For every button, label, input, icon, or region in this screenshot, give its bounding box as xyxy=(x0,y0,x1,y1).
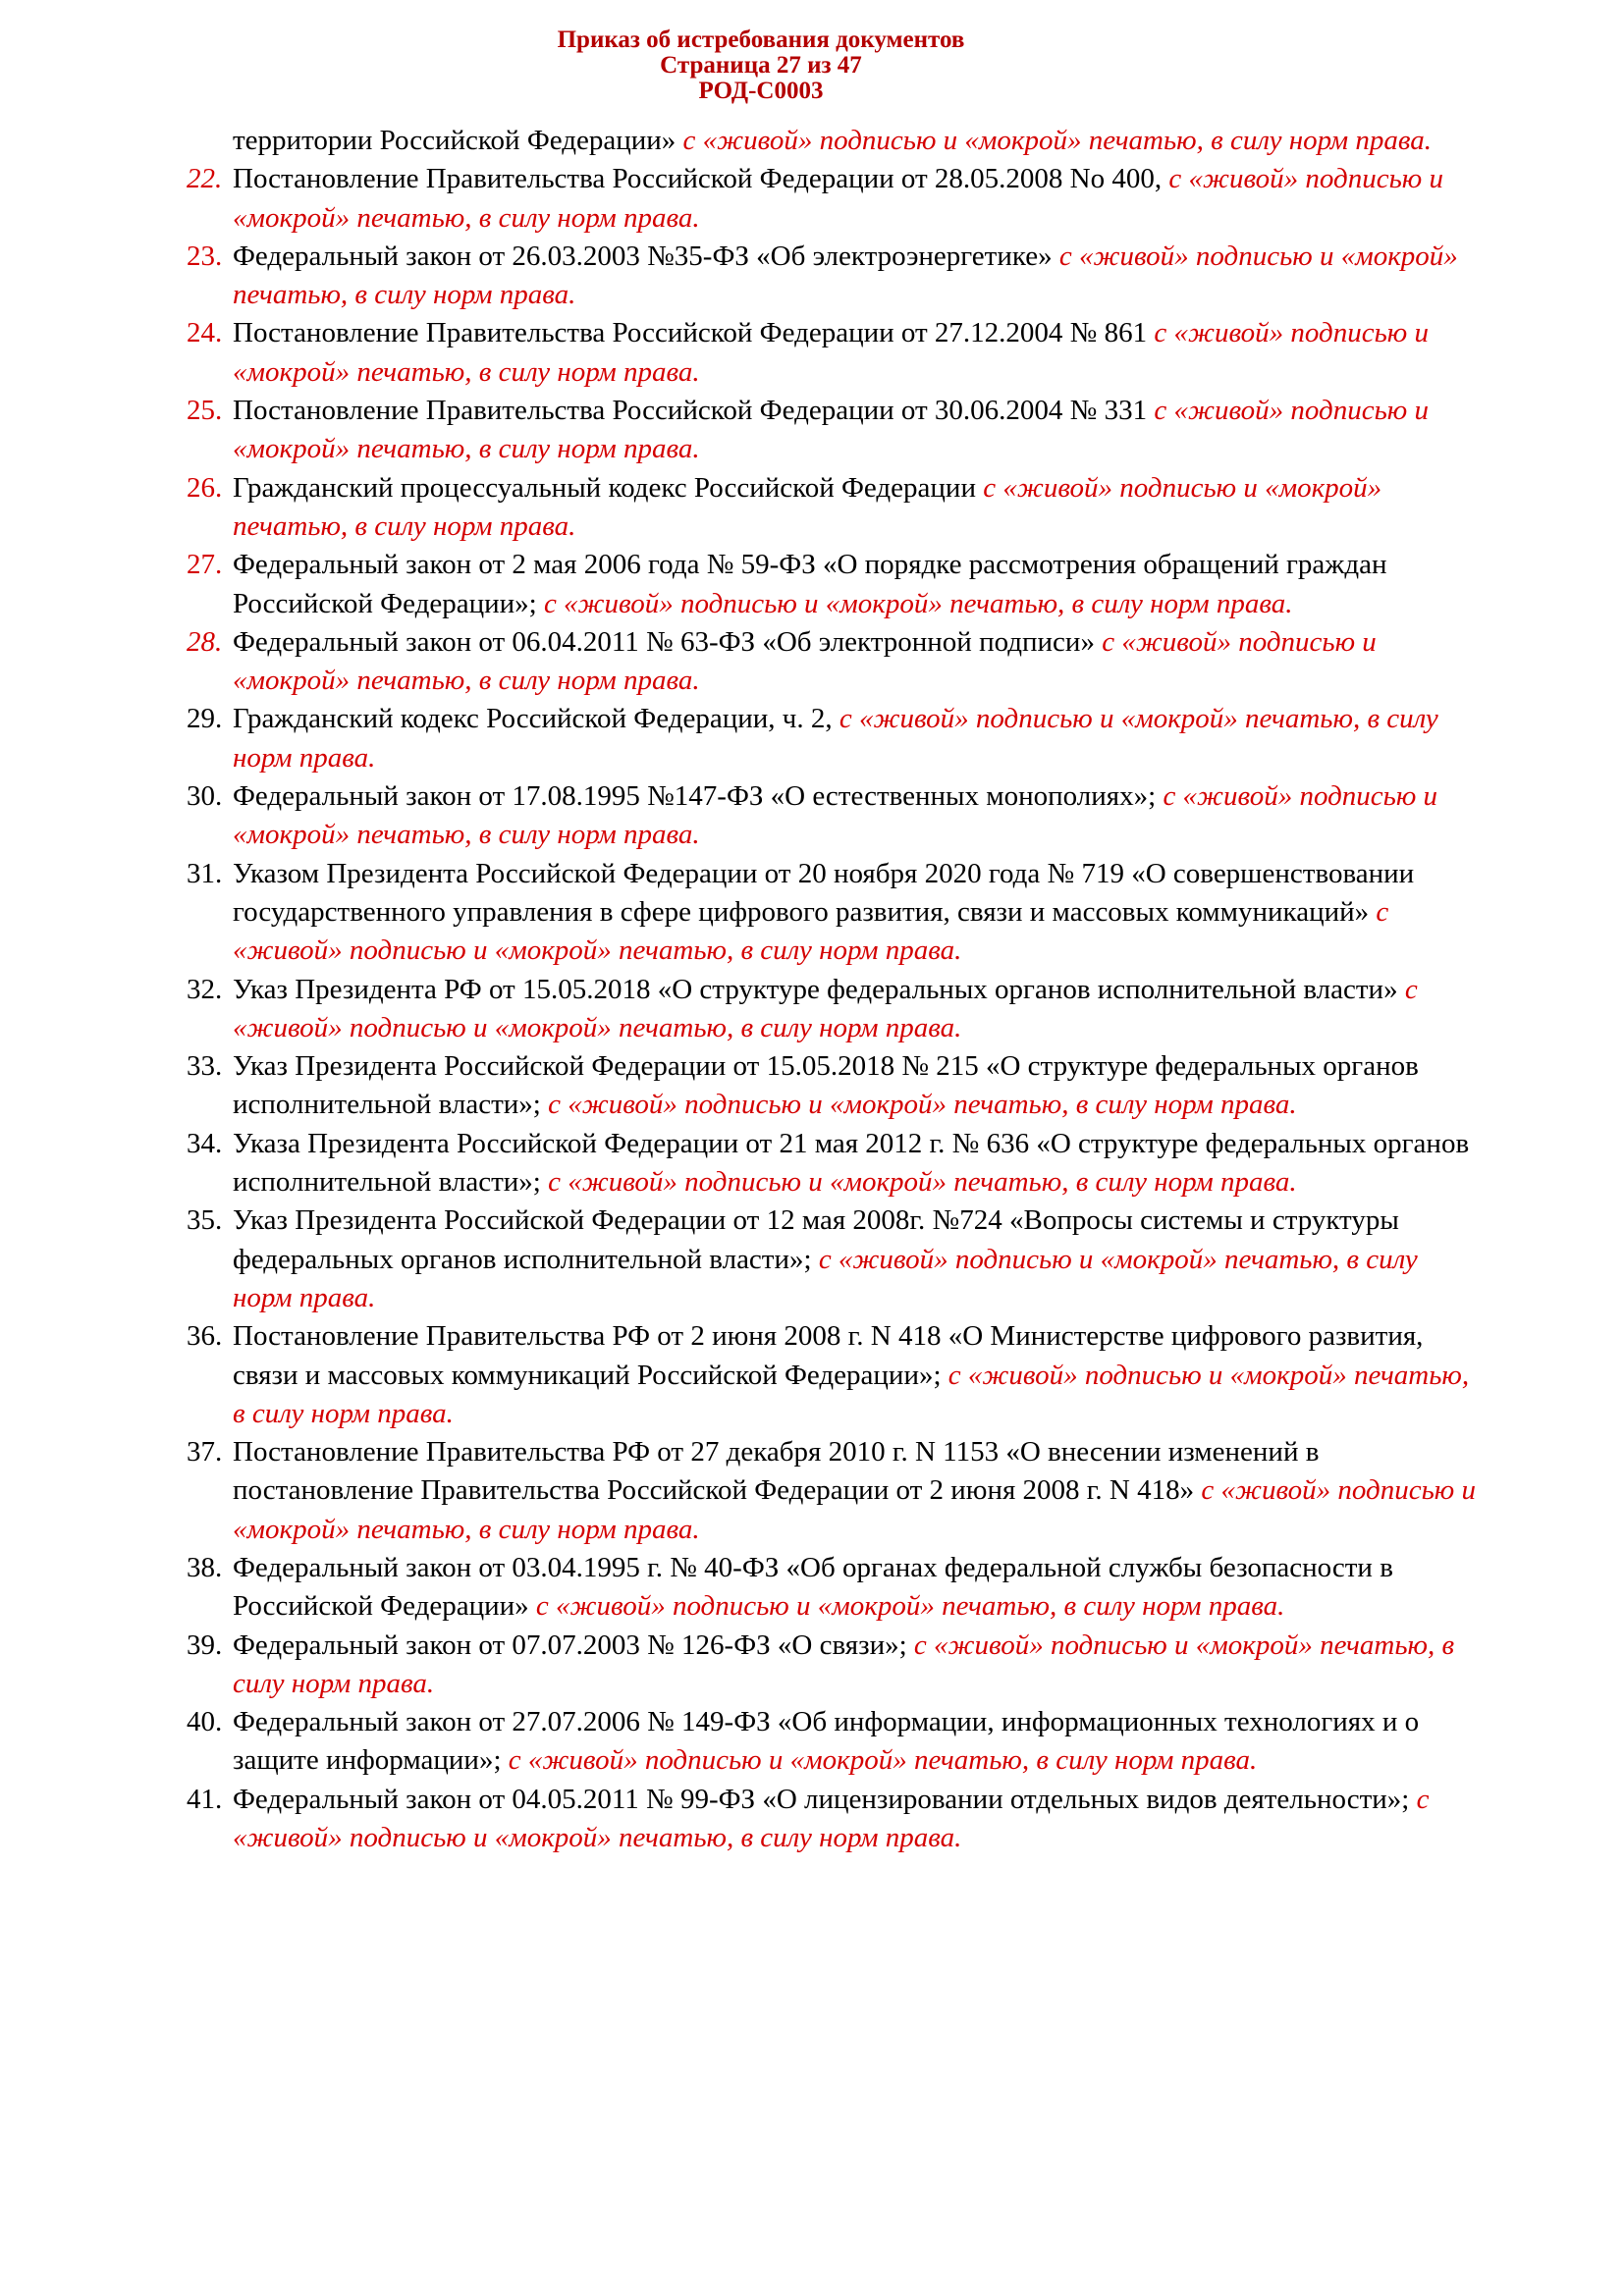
law-text: Федеральный закон от 07.07.2003 № 126-ФЗ «О связи»; xyxy=(233,1629,907,1661)
signature-clause: с «живой» подписью и «мокрой» печатью, в силу норм права. xyxy=(233,973,1418,1043)
item-number: 40. xyxy=(187,1706,223,1738)
law-text: Федеральный закон от 03.04.1995 г. № 40-ФЗ «Об органах федеральной службы безопасности в Российской Федерации» xyxy=(233,1551,1393,1623)
law-text: Постановление Правительства Российской Федерации от 27.12.2004 № 861 xyxy=(233,317,1148,349)
signature-clause: с «живой» подписью и «мокрой» печатью, в силу норм права. xyxy=(233,703,1438,774)
list-item xyxy=(187,1549,1477,1627)
list-item xyxy=(187,1433,1477,1549)
law-text: территории Российской Федерации» xyxy=(233,125,677,156)
document-title: Приказ об истребования документов xyxy=(557,27,965,53)
signature-clause: с «живой» подписью и «мокрой» печатью, в силу норм права. xyxy=(543,587,1293,619)
signature-clause: с «живой» подписью и «мокрой» печатью, в силу норм права. xyxy=(233,1629,1455,1699)
item-number: 36. xyxy=(187,1320,223,1353)
page-number: Страница 27 из 47 xyxy=(660,52,862,79)
list-item xyxy=(187,1781,1477,1858)
list-item xyxy=(187,1125,1477,1202)
list-item xyxy=(187,238,1477,315)
item-number: 29. xyxy=(187,703,223,735)
item-number: 35. xyxy=(187,1204,223,1237)
list-item xyxy=(187,1047,1477,1125)
law-text: Федеральный закон от 04.05.2011 № 99-ФЗ «О лицензировании отдельных видов деятельности»; xyxy=(233,1783,1410,1815)
item-number: 26. xyxy=(187,471,223,504)
list-item xyxy=(187,777,1477,855)
signature-clause: с «живой» подписью и «мокрой» печатью, в силу норм права. xyxy=(682,125,1433,156)
list-item xyxy=(187,1317,1477,1433)
law-text: Постановление Правительства РФ от 27 декабря 2010 г. N 1153 «О внесении изменений в постановление Правительства Российской Федерации от 2 июня 2008 г. N 418» xyxy=(233,1436,1320,1507)
list-item xyxy=(187,1627,1477,1704)
list-item xyxy=(187,546,1477,623)
signature-clause: с «живой» подписью и «мокрой» печатью, в силу норм права. xyxy=(233,625,1377,697)
item-number: 37. xyxy=(187,1436,223,1468)
list-item xyxy=(187,392,1477,469)
document-code: РОД-С0003 xyxy=(698,78,824,104)
item-number: 27. xyxy=(187,549,223,581)
signature-clause: с «живой» подписью и «мокрой» печатью, в силу норм права. xyxy=(233,1474,1476,1545)
item-number: 41. xyxy=(187,1783,223,1815)
signature-clause: с «живой» подписью и «мокрой» печатью, в силу норм права. xyxy=(233,471,1382,542)
law-text: Гражданский кодекс Российской Федерации, ч. 2, xyxy=(233,703,833,735)
law-text: Указ Президента Российской Федерации от 15.05.2018 № 215 «О структуре федеральных органов исполнительной власти»; xyxy=(233,1050,1419,1121)
signature-clause: с «живой» подписью и «мокрой» печатью, в силу норм права. xyxy=(233,317,1429,388)
signature-clause: с «живой» подписью и «мокрой» печатью, в силу норм права. xyxy=(508,1744,1258,1777)
signature-clause: с «живой» подписью и «мокрой» печатью, в силу норм права. xyxy=(535,1590,1285,1623)
item-number: 39. xyxy=(187,1629,223,1661)
signature-clause: с «живой» подписью и «мокрой» печатью, в силу норм права. xyxy=(233,1359,1470,1429)
item-number: 22. xyxy=(187,163,223,195)
law-text: Федеральный закон от 17.08.1995 №147-ФЗ «О естественных монополиях»; xyxy=(233,780,1157,813)
law-text: Указ Президента Российской Федерации от 12 мая 2008г. №724 «Вопросы системы и структуры федеральных органов исполнительной власти»; xyxy=(233,1204,1399,1275)
list-item xyxy=(187,1201,1477,1317)
signature-clause: с «живой» подписью и «мокрой» печатью, в силу норм права. xyxy=(233,1783,1430,1854)
item-number: 31. xyxy=(187,857,223,889)
signature-clause: с «живой» подписью и «мокрой» печатью, в силу норм права. xyxy=(548,1089,1297,1121)
list-item xyxy=(187,971,1477,1048)
law-text: Указом Президента Российской Федерации от 20 ноября 2020 года № 719 «О совершенствовании государственного управления в сфере цифрового развития, связи и массовых коммуникаций» xyxy=(233,857,1415,928)
item-number: 32. xyxy=(187,973,223,1005)
law-text: Указ Президента РФ от 15.05.2018 «О структуре федеральных органов исполнительной власти» xyxy=(233,973,1398,1005)
law-text: Федеральный закон от 27.07.2006 № 149-ФЗ «Об информации, информационных технологиях и о защите информации»; xyxy=(233,1706,1420,1777)
law-text: Постановление Правительства РФ от 2 июня 2008 г. N 418 «О Министерстве цифрового развития, связи и массовых коммуникаций Российской Федерации»; xyxy=(233,1320,1424,1391)
list-item xyxy=(187,314,1477,392)
item-number: 33. xyxy=(187,1050,223,1083)
document-header xyxy=(187,27,1335,104)
list-item xyxy=(187,1703,1477,1781)
item-number: 25. xyxy=(187,395,223,427)
law-text: Постановление Правительства Российской Федерации от 28.05.2008 No 400, xyxy=(233,163,1163,195)
item-number: 34. xyxy=(187,1127,223,1159)
law-text: Указа Президента Российской Федерации от 21 мая 2012 г. № 636 «О структуре федеральных органов исполнительной власти»; xyxy=(233,1127,1470,1199)
item-number: 24. xyxy=(187,317,223,349)
item-number: 23. xyxy=(187,240,223,272)
list-item xyxy=(187,700,1477,777)
item-number: 28. xyxy=(187,625,223,658)
law-text: Федеральный закон от 26.03.2003 №35-ФЗ «Об электроэнергетике» xyxy=(233,240,1053,272)
signature-clause: с «живой» подписью и «мокрой» печатью, в силу норм права. xyxy=(233,895,1389,967)
item-number: 38. xyxy=(187,1551,223,1583)
item-number: 30. xyxy=(187,780,223,813)
list-item xyxy=(187,623,1477,701)
signature-clause: с «живой» подписью и «мокрой» печатью, в силу норм права. xyxy=(233,163,1443,234)
signature-clause: с «живой» подписью и «мокрой» печатью, в силу норм права. xyxy=(233,1243,1418,1313)
law-text: Федеральный закон от 2 мая 2006 года № 59-ФЗ «О порядке рассмотрения обращений граждан Российской Федерации»; xyxy=(233,549,1387,619)
signature-clause: с «живой» подписью и «мокрой» печатью, в силу норм права. xyxy=(233,395,1429,465)
law-text: Федеральный закон от 06.04.2011 № 63-ФЗ «Об электронной подписи» xyxy=(233,625,1095,658)
list-item xyxy=(187,160,1477,238)
law-list xyxy=(187,122,1477,1857)
list-item xyxy=(187,469,1477,547)
list-item xyxy=(187,855,1477,971)
law-text: Постановление Правительства Российской Федерации от 30.06.2004 № 331 xyxy=(233,395,1148,427)
law-text: Гражданский процессуальный кодекс Российской Федерации xyxy=(233,471,976,504)
list-item-continuation xyxy=(187,122,1477,160)
signature-clause: с «живой» подписью и «мокрой» печатью, в силу норм права. xyxy=(233,780,1438,851)
signature-clause: с «живой» подписью и «мокрой» печатью, в силу норм права. xyxy=(548,1166,1297,1199)
signature-clause: с «живой» подписью и «мокрой» печатью, в силу норм права. xyxy=(233,240,1458,311)
